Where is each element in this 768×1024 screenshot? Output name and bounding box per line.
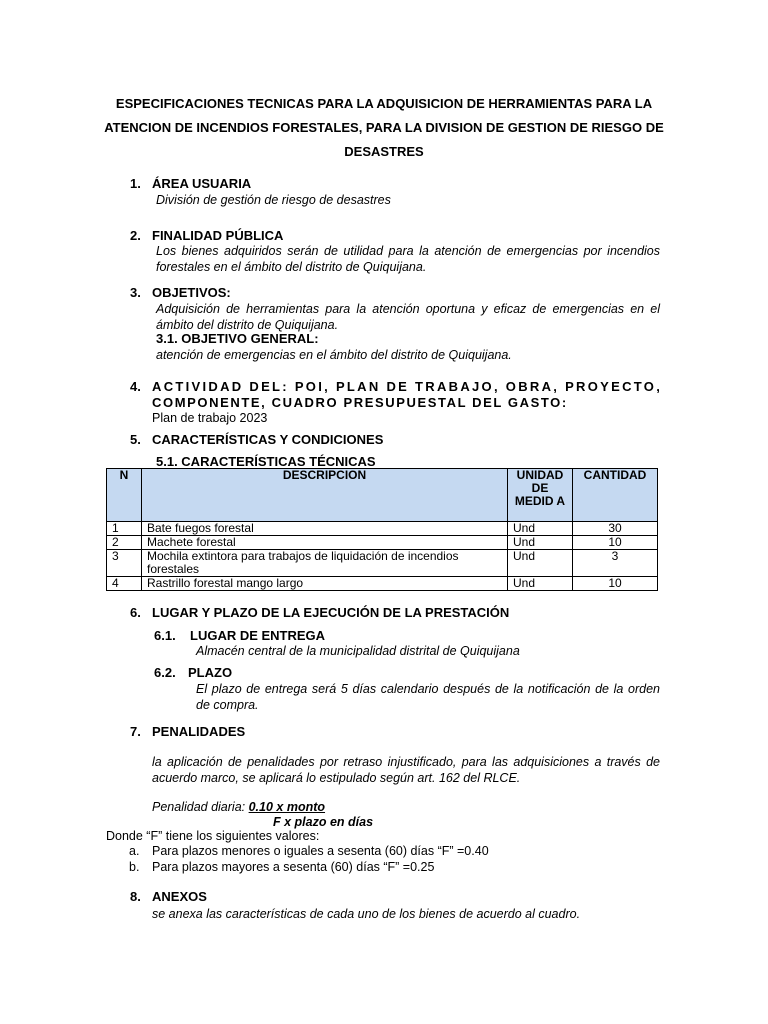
subsection-heading: 5.1. CARACTERÍSTICAS TÉCNICAS <box>156 454 376 469</box>
cell-unit: Und <box>508 536 573 550</box>
formula-denominator: F x plazo en días <box>273 815 374 829</box>
section-heading: ÁREA USUARIA <box>152 176 252 191</box>
section-text: se anexa las características de cada uno de los bienes de acuerdo al cuadro. <box>152 907 581 921</box>
subsection-text: atención de emergencias en el ámbito del distrito de Quiquijana. <box>156 348 512 362</box>
header-n: N <box>107 469 142 522</box>
cell-quantity: 10 <box>573 536 658 550</box>
formula-numerator: 0.10 x monto <box>248 800 326 814</box>
header-unit: UNIDAD DE MEDID A <box>508 469 573 522</box>
penalty-formula <box>152 799 325 815</box>
list-item: Para plazos menores o iguales a sesenta (60) días “F” =0.40 <box>152 844 489 858</box>
formula-label: Penalidad diaria: <box>152 800 246 814</box>
header-quantity: CANTIDAD <box>573 469 658 522</box>
section-heading: PENALIDADES <box>152 724 246 739</box>
cell-quantity: 3 <box>573 550 658 577</box>
list-marker: a. <box>129 844 140 858</box>
section-number: 6. <box>130 605 141 620</box>
cell-quantity: 30 <box>573 522 658 536</box>
section-heading: ANEXOS <box>152 889 207 904</box>
section-number: 7. <box>130 724 141 739</box>
section-number: 8. <box>130 889 141 904</box>
subsection-text: Almacén central de la municipalidad distrital de Quiquijana <box>196 644 520 658</box>
section-heading: LUGAR Y PLAZO DE LA EJECUCIÓN DE LA PRESTACIÓN <box>152 605 510 620</box>
section-text: Los bienes adquiridos serán de utilidad para la atención de emergencias por incendios forestales en el ámbito del distrito de Quiquijana. <box>156 244 660 274</box>
cell-unit: Und <box>508 522 573 536</box>
cell-unit: Und <box>508 577 573 591</box>
table-row <box>107 536 658 550</box>
cell-n: 4 <box>107 577 142 591</box>
section-heading: OBJETIVOS: <box>152 285 231 300</box>
cell-description: Rastrillo forestal mango largo <box>142 577 508 591</box>
subsection-number: 6.2. <box>154 665 176 680</box>
header-description: DESCRIPCION <box>142 469 508 522</box>
cell-n: 3 <box>107 550 142 577</box>
list-marker: b. <box>129 860 140 874</box>
list-item: Para plazos mayores a sesenta (60) días “F” =0.25 <box>152 860 435 874</box>
table-header-row <box>107 469 658 522</box>
table-row <box>107 550 658 577</box>
section-number: 3. <box>130 285 141 300</box>
subsection-text: El plazo de entrega será 5 días calendario después de la notificación de la orden de compra. <box>196 682 660 712</box>
section-text: Plan de trabajo 2023 <box>152 411 268 425</box>
cell-unit: Und <box>508 550 573 577</box>
section-number: 1. <box>130 176 141 191</box>
document-title: ESPECIFICACIONES TECNICAS PARA LA ADQUISICION DE HERRAMIENTAS PARA LA ATENCION DE INCENDIOS FORESTALES, PARA LA DIVISION DE GESTION DE RIESGO DE DESASTRES <box>104 96 664 159</box>
section-heading-line2: COMPONENTE, CUADRO PRESUPUESTAL DEL GASTO: <box>152 395 568 410</box>
section-heading: FINALIDAD PÚBLICA <box>152 228 284 243</box>
cell-n: 1 <box>107 522 142 536</box>
cell-n: 2 <box>107 536 142 550</box>
cell-description: Machete forestal <box>142 536 508 550</box>
subsection-heading: 3.1. OBJETIVO GENERAL: <box>156 331 319 346</box>
section-heading-line1: ACTIVIDAD DEL: POI, PLAN DE TRABAJO, OBRA, PROYECTO, <box>152 379 663 394</box>
section-number: 4. <box>130 379 141 394</box>
section-text: Adquisición de herramientas para la atención oportuna y eficaz de emergencias en el ámbito del distrito de Quiquijana. <box>156 302 660 332</box>
subsection-heading: LUGAR DE ENTREGA <box>190 628 326 643</box>
table-row <box>107 522 658 536</box>
section-text: la aplicación de penalidades por retraso injustificado, para las adquisiciones a través de acuerdo marco, se aplicará lo estipulado según art. 162 del RLCE. <box>152 755 660 785</box>
section-text: División de gestión de riesgo de desastres <box>156 193 391 207</box>
table-row <box>107 577 658 591</box>
section-heading: CARACTERÍSTICAS Y CONDICIONES <box>152 432 384 447</box>
subsection-heading: PLAZO <box>188 665 233 680</box>
values-intro: Donde “F” tiene los siguientes valores: <box>106 829 320 843</box>
section-number: 2. <box>130 228 141 243</box>
subsection-number: 6.1. <box>154 628 176 643</box>
cell-description: Mochila extintora para trabajos de liquidación de incendios forestales <box>142 550 508 577</box>
section-number: 5. <box>130 432 141 447</box>
technical-specs-table <box>106 468 658 591</box>
cell-description: Bate fuegos forestal <box>142 522 508 536</box>
cell-quantity: 10 <box>573 577 658 591</box>
